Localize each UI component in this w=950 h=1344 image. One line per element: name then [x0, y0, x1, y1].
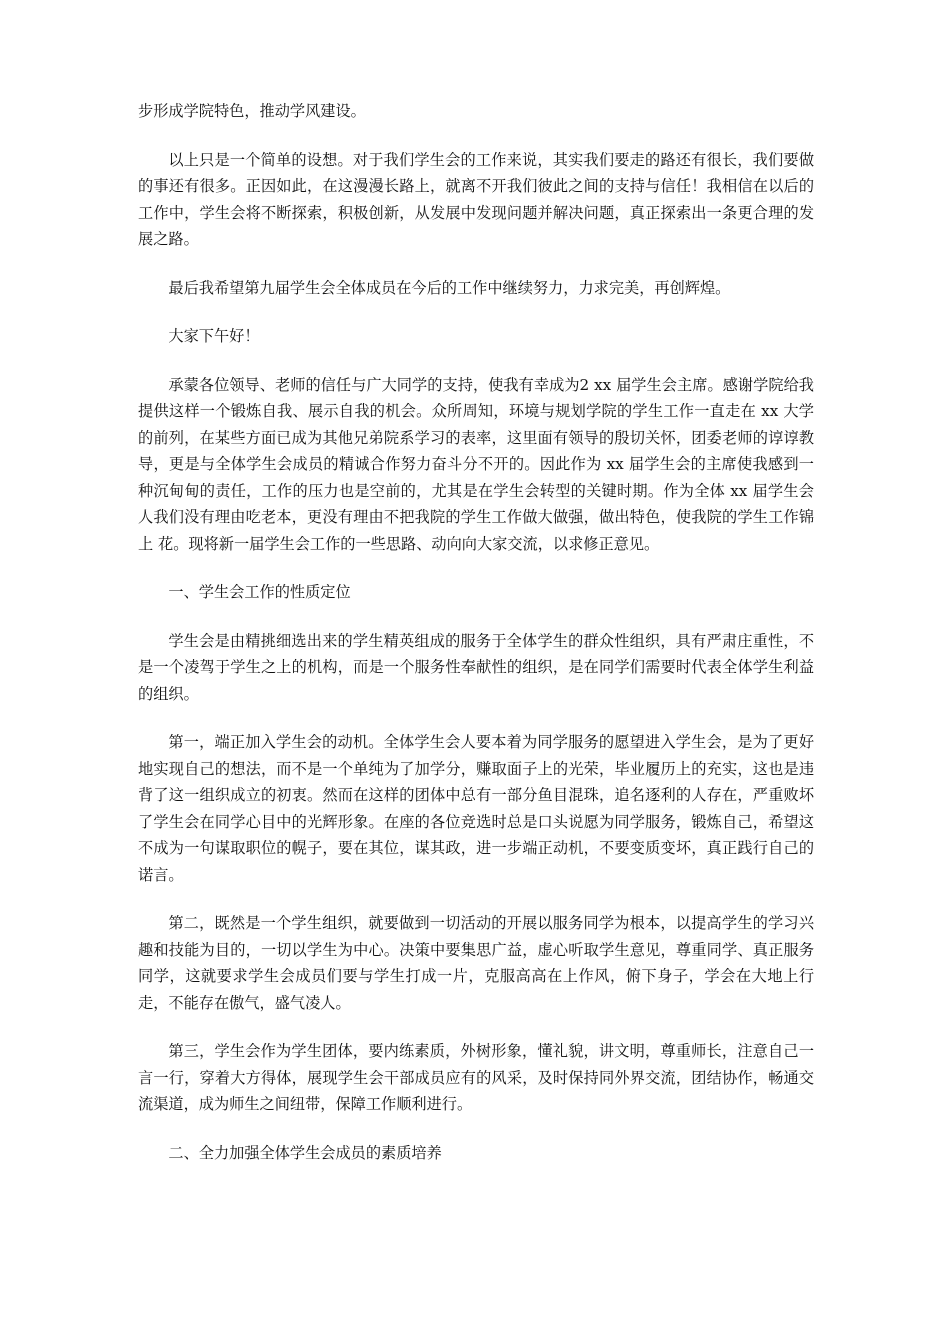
paragraph-3: 最后我希望第九届学生会全体成员在今后的工作中继续努力，力求完美，再创辉煌。: [168, 278, 731, 297]
paragraph-9: 第二，既然是一个学生组织，就要做到一切活动的开展以服务同学为根本，以提高学生的学习兴趣和技能为目的，一切以学生为中心。决策中要集思广益，虚心听取学生意见，尊重同学、真正服务同学，这就要求学生会成员们要与学生打成一片，克服高高在上作风，俯下身子，学会在大地上行走，不能存在傲气，盛气凌人。: [138, 914, 814, 1012]
section-heading-1: 一、学生会工作的性质定位: [168, 583, 351, 601]
paragraph-2: 以上只是一个简单的设想。对于我们学生会的工作来说，其实我们要走的路还有很长，我们要做的事还有很多。正因如此，在这漫漫长路上，就离不开我们彼此之间的支持与信任！我相信在以后的工作中，学生会将不断探索，积极创新，从发展中发现问题并解决问题，真正探索出一条更合理的发展之路。: [138, 150, 814, 248]
paragraph-greeting: 大家下午好！: [168, 327, 260, 345]
section-heading-2: 二、全力加强全体学生会成员的素质培养: [168, 1143, 442, 1162]
paragraph-5: 承蒙各位领导、老师的信任与广大同学的支持，使我有幸成为2 xx 届学生会主席。感谢学院给我提供这样一个锻炼自我、展示自我的机会。众所周知，环境与规划学院的学生工作一直走在 xx 大学的前列，在某些方面已成为其他兄弟院系学习的表率，这里面有领导的殷切关怀，团委老师的谆谆教导，更是与全体学生会成员的精诚合作努力奋斗分不开的。因此作为 xx 届学生会的主席使我感到一种沉甸甸的责任，工作的压力也是空前的，尤其是在学生会转型的关键时期。作为全体 xx 届学生会人我们没有理由吃老本，更没有理由不把我院的学生工作做大做强，做出特色，使我院的学生工作锦上 花。现将新一届学生会工作的一些思路、动向向大家交流，以求修正意见。: [138, 375, 814, 553]
paragraph-7: 学生会是由精挑细选出来的学生精英组成的服务于全体学生的群众性组织，具有严肃庄重性，不是一个凌驾于学生之上的机构，而是一个服务性奉献性的组织，是在同学们需要时代表全体学生利益的组织。: [138, 631, 814, 703]
paragraph-1: 步形成学院特色，推动学风建设。: [138, 102, 366, 120]
paragraph-8: 第一，端正加入学生会的动机。全体学生会人要本着为同学服务的愿望进入学生会，是为了更好地实现自己的想法，而不是一个单纯为了加学分，赚取面子上的光荣，毕业履历上的充实，这也是违背了这一组织成立的初衷。然而在这样的团体中总有一部分鱼目混珠，追名逐利的人存在，严重败坏了学生会在同学心目中的光辉形象。在座的各位竞选时总是口头说愿为同学服务，锻炼自己，希望这不成为一句谋取职位的幌子，要在其位，谋其政，进一步端正动机，不要变质变坏，真正践行自己的诺言。: [138, 733, 814, 884]
document-page: [138, 98, 814, 1188]
paragraph-10: 第三，学生会作为学生团体，要内练素质，外树形象，懂礼貌，讲文明，尊重师长，注意自己一言一行，穿着大方得体，展现学生会干部成员应有的风采，及时保持同外界交流，团结协作，畅通交流渠道，成为师生之间纽带，保障工作顺利进行。: [138, 1042, 814, 1113]
